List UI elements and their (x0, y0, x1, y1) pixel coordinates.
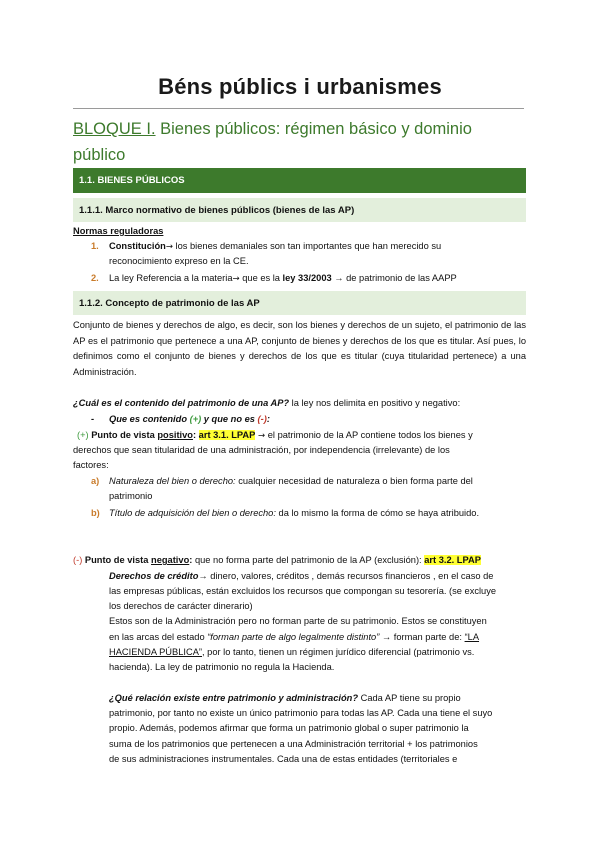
creditos-line-3: los derechos de carácter dinerario) (109, 601, 253, 611)
estos-line-3: HACIENDA PÚBLICA”, por lo tanto, tienen un régimen jurídico diferencial (patrimonio vs. (109, 647, 475, 657)
section-1-1-heading: 1.1. BIENES PÚBLICOS (73, 168, 526, 193)
creditos-line-2: las empresas públicas, están excluidos los recursos que compongan su tesorería. (se excluye (109, 586, 497, 596)
positivo-line-2: derechos que sean titularidad de una administración, por independencia (irrelevante) de los (73, 445, 450, 455)
concepto-paragraph: Conjunto de bienes y derechos de algo, es decir, son los bienes y derechos de un sujeto, el patrimonio de las AP es el patrimonio que pertenece a una AP, conjunto de bienes y derechos de los que es titular. Así pues, lo definimos como el conjunto de bienes y derechos de los que es titular (cuya titularidad pertenece) a una Administración. (73, 320, 526, 377)
normas-heading: Normas reguladoras (73, 226, 164, 236)
positivo-item-b: b) Título de adquisición del bien o derecho: da lo mismo la forma de cómo se haya atribuido. (91, 508, 480, 518)
normas-item-2: 2. La ley Referencia a la materia→ que es la ley 33/2003 → de patrimonio de las AAPP (91, 273, 457, 284)
page-title: Béns públics i urbanismes (158, 74, 442, 99)
relacion-line-5: de sus administraciones instrumentales. Cada una de estas entidades (territoriales e (109, 754, 458, 764)
estos-line-2: en las arcas del estado “forman parte de algo legalmente distinto” → forman parte de: “LA (109, 632, 480, 642)
title-divider (73, 108, 524, 109)
bloque-text: Bienes públicos: régimen básico y dominio público (73, 120, 472, 164)
positivo-item-a: a) Naturaleza del bien o derecho: cualquier necesidad de naturaleza o bien forma parte del (91, 476, 473, 486)
question-line: ¿Cuál es el contenido del patrimonio de una AP? la ley nos delimita en positivo y negativo: (73, 398, 461, 408)
positivo-item-a-cont: patrimonio (109, 491, 153, 501)
estos-line-4: hacienda). La ley de patrimonio no regula la Hacienda. (109, 662, 335, 672)
section-1-1-1-heading: 1.1.1. Marco normativo de bienes públicos (bienes de las AP) (73, 198, 526, 222)
bloque-label: BLOQUE I. (73, 120, 156, 138)
normas-item-1: 1. Constitución→ los bienes demaniales son tan importantes que han merecido su (91, 241, 442, 252)
relacion-line-4: suma de los patrimonios que pertenecen a una Administración territorial + los patrimonios (109, 739, 478, 749)
negativo-line-1: (-) Punto de vista negativo: que no forma parte del patrimonio de la AP (exclusión): art 3.2. LPAP (73, 555, 481, 565)
dash-item: - Que es contenido (+) y que no es (-): (91, 414, 270, 424)
normas-item-1-cont: reconocimiento expreso en la CE. (109, 256, 249, 266)
bloque-heading (73, 116, 513, 168)
relacion-line-1: ¿Qué relación existe entre patrimonio y administración? Cada AP tiene su propio (109, 693, 461, 703)
creditos-line-1: Derechos de crédito→ dinero, valores, créditos , demás recursos financieros , en el caso de (109, 571, 494, 581)
positivo-line-1: (+) Punto de vista positivo: art 3.1. LPAP → el patrimonio de la AP contiene todos los bienes y (77, 430, 473, 441)
relacion-line-3: propio. Además, podemos afirmar que forma un patrimonio global o super patrimonio la (109, 723, 469, 733)
positivo-line-3: factores: (73, 460, 109, 470)
estos-line-1: Estos son de la Administración pero no forman parte de su patrimonio. Estos se constituyen (109, 616, 487, 626)
section-1-1-2-heading: 1.1.2. Concepto de patrimonio de las AP (73, 291, 526, 315)
relacion-line-2: patrimonio, por tanto no existe un único patrimonio para todas las AP. Cada una tiene el suyo (109, 708, 493, 718)
